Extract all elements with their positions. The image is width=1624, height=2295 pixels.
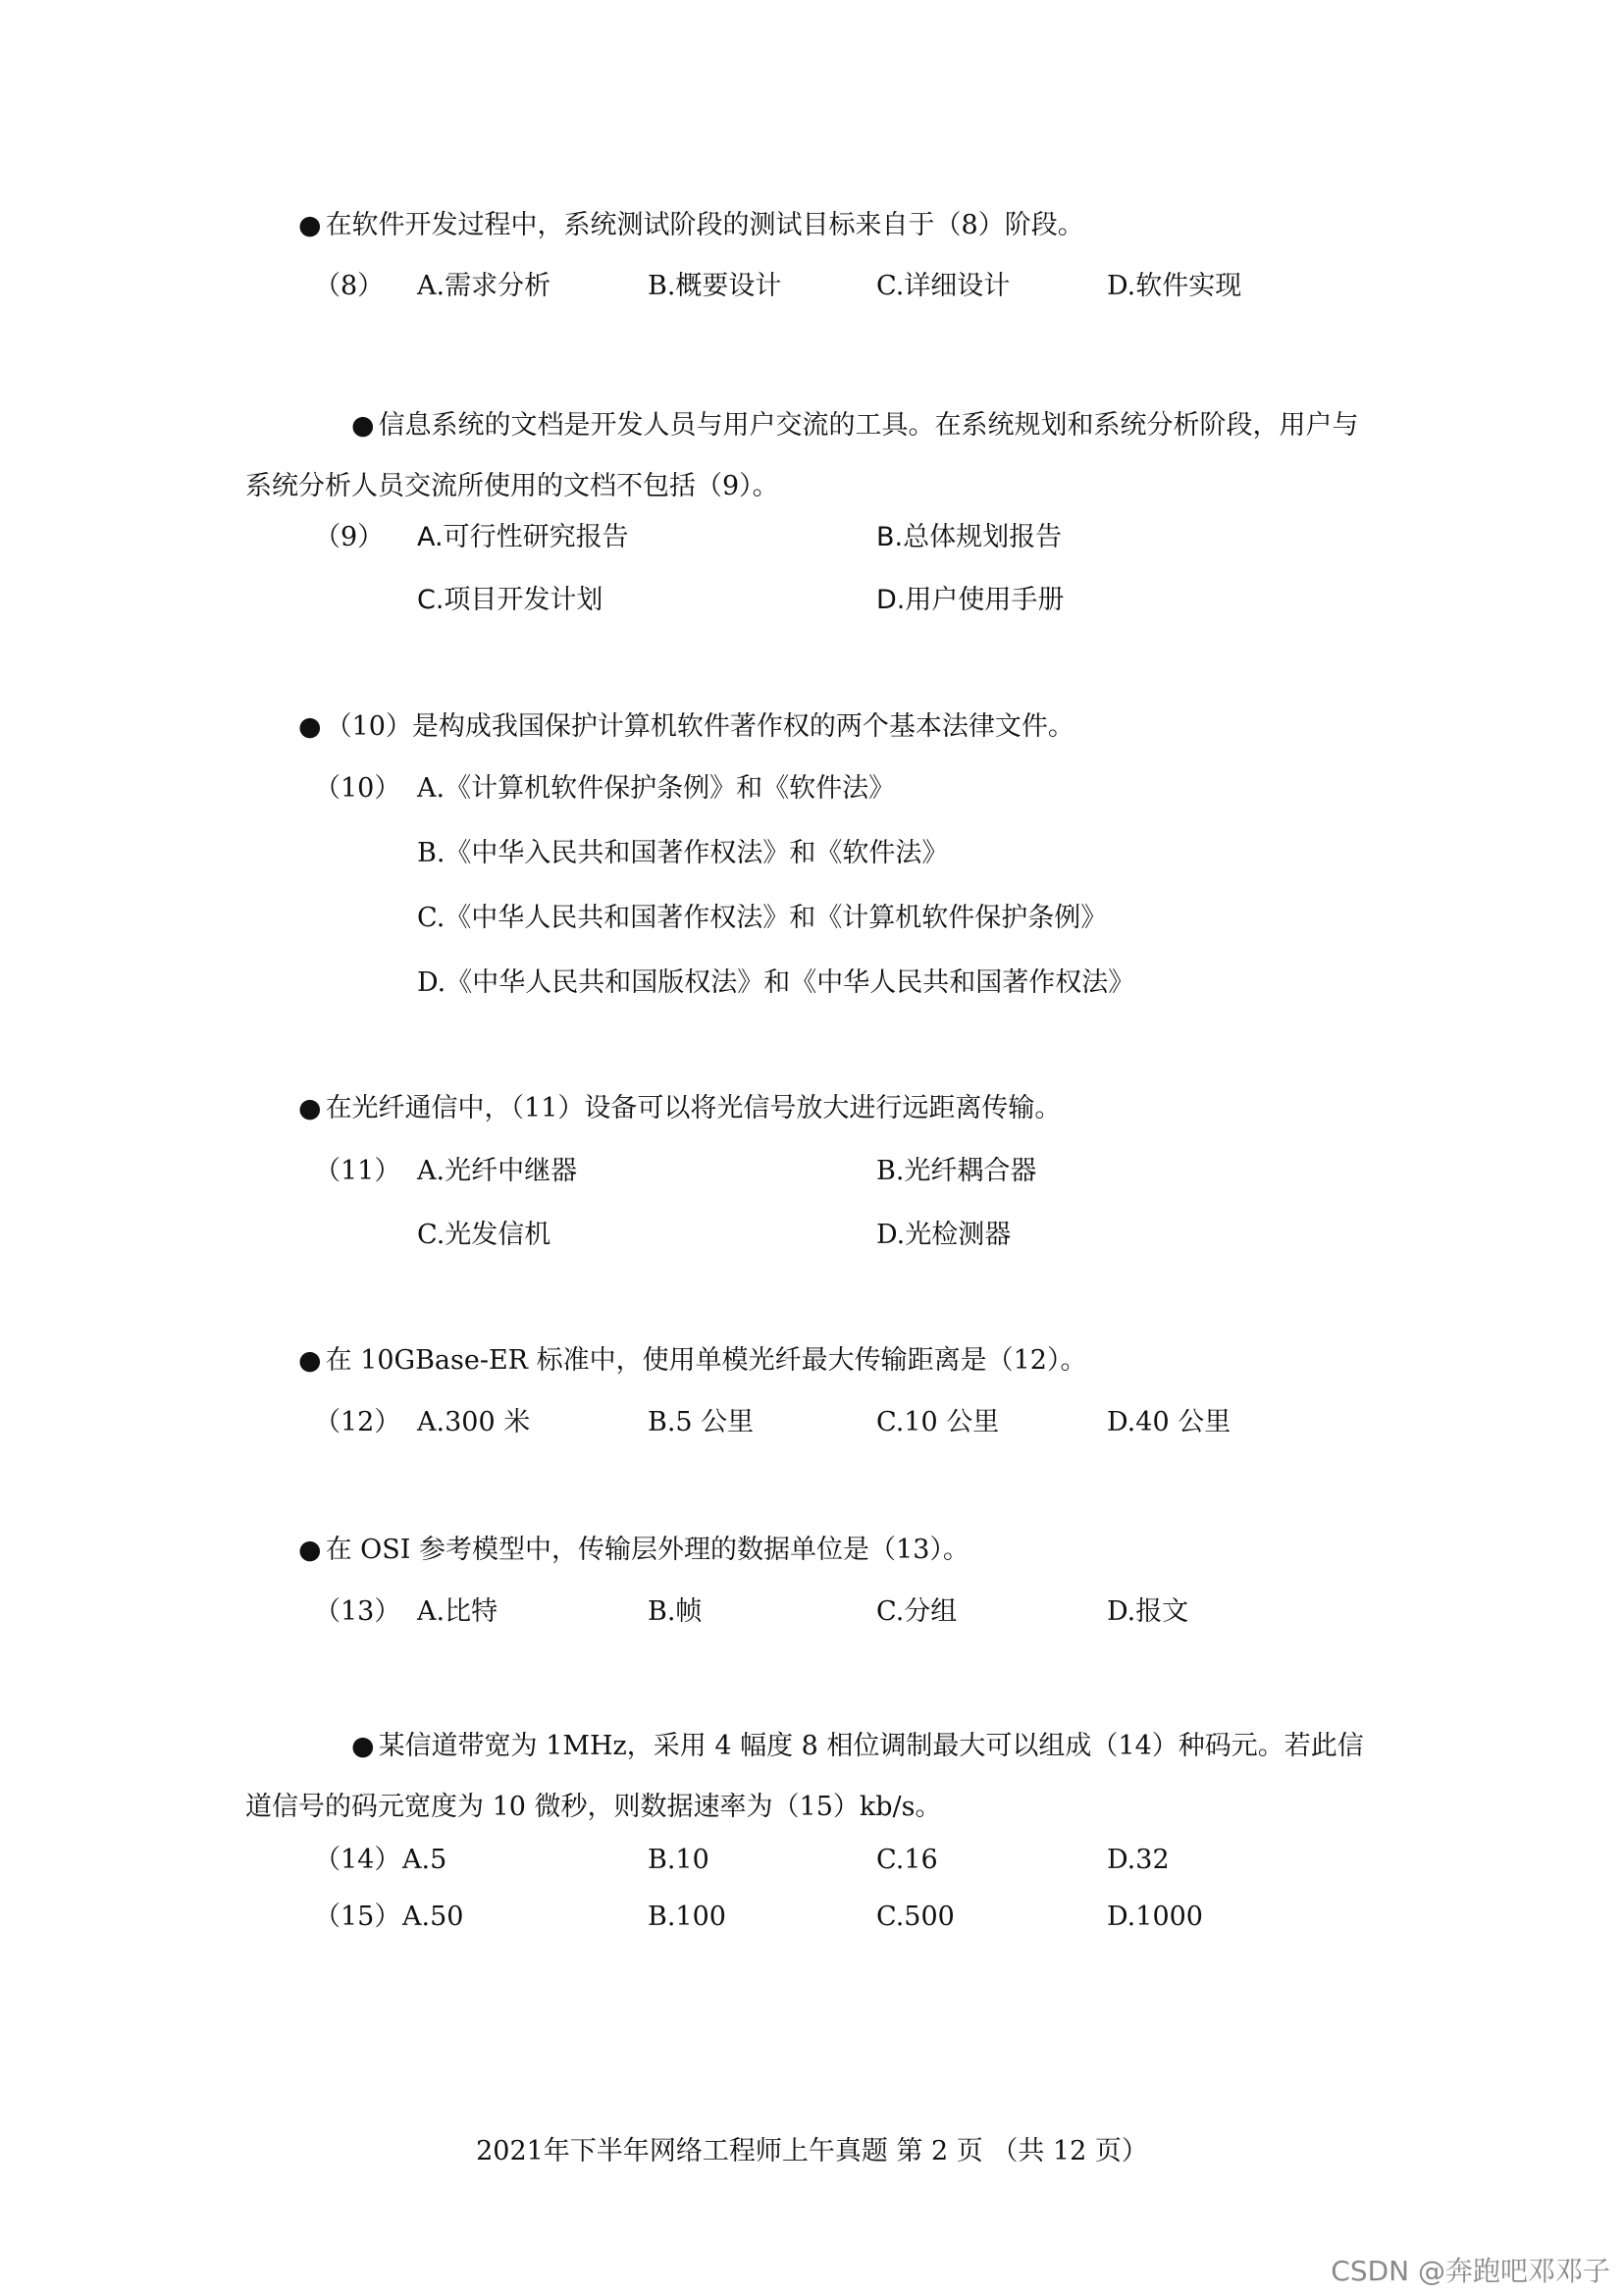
question-12-option-d: D.40 公里 [1107, 1407, 1231, 1437]
question-14-15-stem [245, 1716, 1374, 1838]
question-text: 某信道带宽为 1MHz，采用 4 幅度 8 相位调制最大可以组成（14）种码元。若此信道信号的码元宽度为 10 微秒，则数据速率为（15）kb/s。 [245, 1731, 1364, 1822]
question-8-option-d: D.软件实现 [1107, 271, 1242, 301]
question-text: 在光纤通信中，（11）设备可以将光信号放大进行远距离传输。 [325, 1093, 1062, 1123]
csdn-watermark: CSDN @奔跑吧邓邓子 [1331, 2255, 1610, 2287]
question-text: 信息系统的文档是开发人员与用户交流的工具。在系统规划和系统分析阶段，用户与系统分析人员交流所使用的文档不包括（9）。 [245, 410, 1359, 501]
question-13-option-d: D.报文 [1107, 1596, 1189, 1627]
question-8-number: （8） [314, 271, 385, 301]
question-13-option-c: C.分组 [876, 1596, 958, 1627]
question-9-stem [245, 395, 1374, 517]
question-8-option-a: A.需求分析 [417, 271, 551, 301]
question-13-option-b: B.帧 [648, 1596, 703, 1627]
question-15-option-a: A.50 [402, 1902, 464, 1932]
question-10-number: （10） [314, 773, 401, 804]
question-15-option-c: C.500 [876, 1902, 955, 1932]
question-14-option-d: D.32 [1107, 1845, 1170, 1875]
bullet-icon: ● [298, 711, 322, 742]
question-15-option-b: B.100 [648, 1902, 726, 1932]
question-11-option-a: A.光纤中继器 [417, 1156, 578, 1186]
question-15-number: （15） [314, 1902, 401, 1932]
question-12-option-b: B.5 公里 [648, 1407, 755, 1437]
question-12-number: （12） [314, 1407, 401, 1437]
question-11-option-b: B.光纤耦合器 [876, 1156, 1037, 1186]
question-9-option-c: C.项目开发计划 [417, 585, 603, 615]
question-12-stem [298, 1343, 1086, 1379]
question-9-option-d: D.用户使用手册 [876, 585, 1065, 615]
question-8-stem [298, 208, 1084, 243]
question-8-option-b: B.概要设计 [648, 271, 782, 301]
question-14-number: （14） [314, 1845, 401, 1875]
question-11-number: （11） [314, 1156, 401, 1186]
question-9-option-b: B.总体规划报告 [876, 522, 1063, 552]
question-15-option-d: D.1000 [1107, 1902, 1203, 1932]
question-14-option-c: C.16 [876, 1845, 938, 1875]
question-11-option-c: C.光发信机 [417, 1220, 551, 1250]
question-text: 在 10GBase-ER 标准中，使用单模光纤最大传输距离是（12）。 [325, 1345, 1087, 1376]
question-13-number: （13） [314, 1596, 401, 1627]
question-text: （10）是构成我国保护计算机软件著作权的两个基本法律文件。 [325, 711, 1074, 742]
question-10-option-d: D.《中华人民共和国版权法》和《中华人民共和国著作权法》 [417, 967, 1135, 998]
question-8-option-c: C.详细设计 [876, 271, 1011, 301]
question-10-option-a: A.《计算机软件保护条例》和《软件法》 [417, 773, 896, 804]
question-10-stem [298, 709, 1074, 745]
bullet-icon: ● [298, 210, 322, 240]
question-10-option-c: C.《中华人民共和国著作权法》和《计算机软件保护条例》 [417, 903, 1108, 933]
bullet-icon: ● [298, 1093, 322, 1123]
question-14-option-a: A.5 [402, 1845, 447, 1875]
question-12-option-a: A.300 米 [417, 1407, 531, 1437]
question-9-option-a: A.可行性研究报告 [417, 522, 629, 552]
question-text: 在软件开发过程中，系统测试阶段的测试目标来自于（8）阶段。 [325, 210, 1084, 240]
question-10-option-b: B.《中华入民共和国著作权法》和《软件法》 [417, 838, 949, 868]
question-13-stem [298, 1533, 969, 1568]
question-11-stem [298, 1091, 1061, 1126]
question-9-number: （9） [314, 522, 385, 552]
bullet-icon: ● [351, 410, 375, 441]
bullet-icon: ● [298, 1535, 322, 1565]
question-11-option-d: D.光检测器 [876, 1220, 1012, 1250]
question-text: 在 OSI 参考模型中，传输层外理的数据单位是（13）。 [325, 1535, 969, 1565]
bullet-icon: ● [298, 1345, 322, 1376]
bullet-icon: ● [351, 1731, 375, 1761]
question-14-option-b: B.10 [648, 1845, 709, 1875]
page-footer: 2021年下半年网络工程师上午真题 第 2 页 （共 12 页） [476, 2136, 1148, 2166]
question-13-option-a: A.比特 [417, 1596, 498, 1627]
question-12-option-c: C.10 公里 [876, 1407, 1000, 1437]
